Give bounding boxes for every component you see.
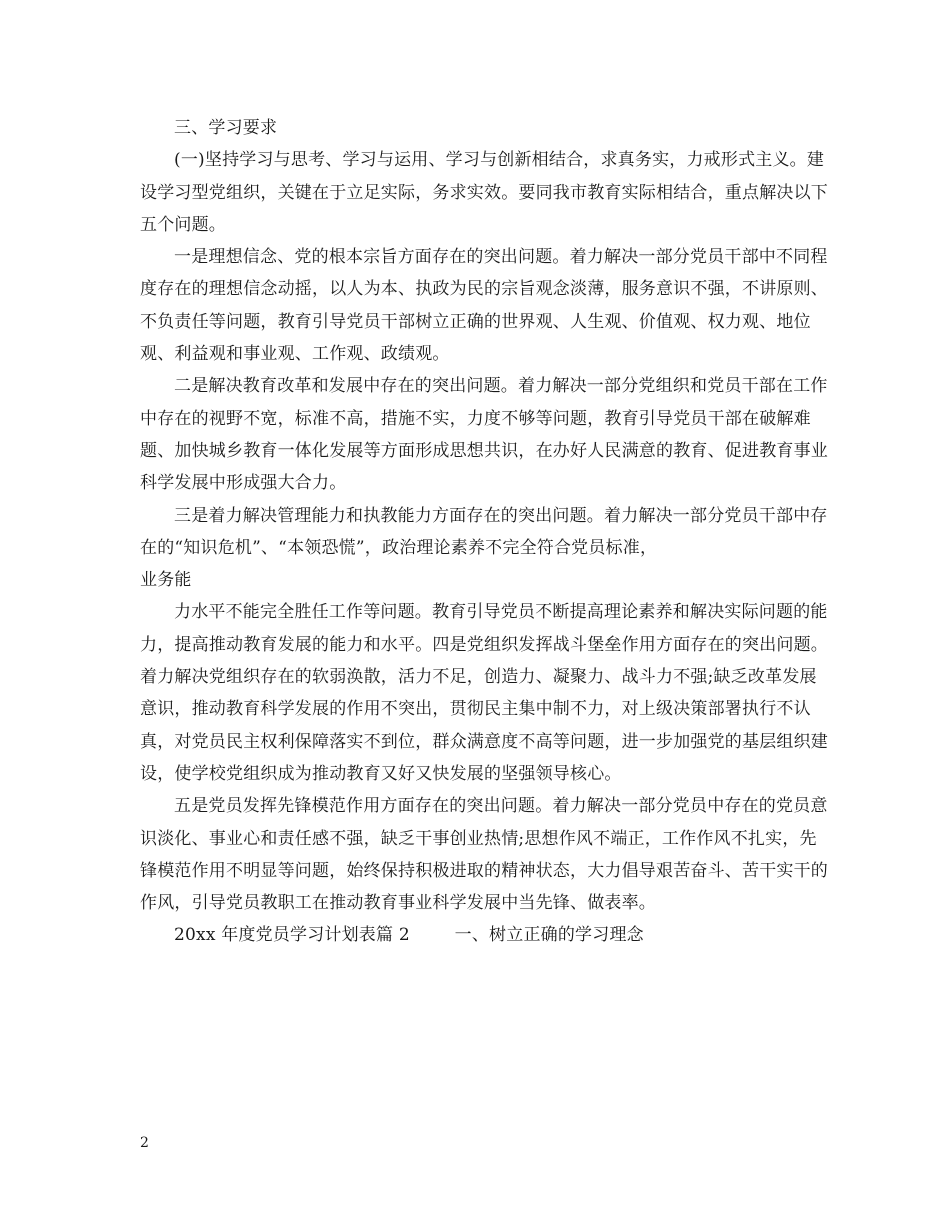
paragraph-ideals-beliefs: 一是理想信念、党的根本宗旨方面存在的突出问题。着力解决一部分党员干部中不同程度存在的理想信念动摇，以人为本、执政为民的宗旨观念淡薄，服务意识不强，不讲原则、不负责任等问题，教育引导党员干部树立正确的世界观、人生观、价值观、权力观、地位观、利益观和事业观、工作观、政绩观。 — [140, 247, 828, 365]
paragraph-study-principle: (一)坚持学习与思考、学习与运用、学习与创新相结合，求真务实，力戒形式主义。建设学习型党组织，关键在于立足实际，务求实效。要同我市教育实际相结合，重点解决以下五个问题。 — [140, 150, 828, 235]
paragraph-fragment: 业务能 — [140, 570, 192, 591]
document-body — [140, 112, 830, 952]
paragraph-vanguard-role: 五是党员发挥先锋模范作用方面存在的突出问题。着力解决一部分党员中存在的党员意识淡化、事业心和责任感不强，缺乏干事创业热情;思想作风不端正，工作作风不扎实，先锋模范作用不明显等问题，始终保持积极进取的精神状态，大力倡导艰苦奋斗、苦干实干的作风，引导党员教职工在推动教育事业科学发展中当先锋、做表率。 — [140, 796, 828, 914]
paragraph-party-organization: 力水平不能完全胜任工作等问题。教育引导党员不断提高理论素养和解决实际问题的能力，提高推动教育发展的能力和水平。四是党组织发挥战斗堡垒作用方面存在的突出问题。着力解决党组织存在的软弱涣散，活力不足，创造力、凝聚力、战斗力不强;缺乏改革发展意识，推动教育科学发展的作用不突出，贯彻民主集中制不力，对上级决策部署执行不认真，对党员民主权利保障落实不到位，群众满意度不高等问题，进一步加强党的基层组织建设，使学校党组织成为推动教育又好又快发展的坚强领导核心。 — [140, 602, 828, 784]
section-heading: 三、学习要求 — [174, 118, 278, 138]
closing-line: 20xx 年度党员学习计划表篇 2 一、树立正确的学习理念 — [174, 925, 644, 946]
paragraph-education-reform: 二是解决教育改革和发展中存在的突出问题。着力解决一部分党组织和党员干部在工作中存在的视野不宽，标准不高，措施不实，力度不够等问题，教育引导党员干部在破解难题、加快城乡教育一体化发展等方面形成思想共识，在办好人民满意的教育、促进教育事业科学发展中形成强大合力。 — [140, 376, 828, 494]
paragraph-management-ability: 三是着力解决管理能力和执教能力方面存在的突出问题。着力解决一部分党员干部中存在的“知识危机”、“本领恐慌”，政治理论素养不完全符合党员标准， — [140, 505, 828, 558]
page-number: 2 — [140, 1135, 149, 1151]
